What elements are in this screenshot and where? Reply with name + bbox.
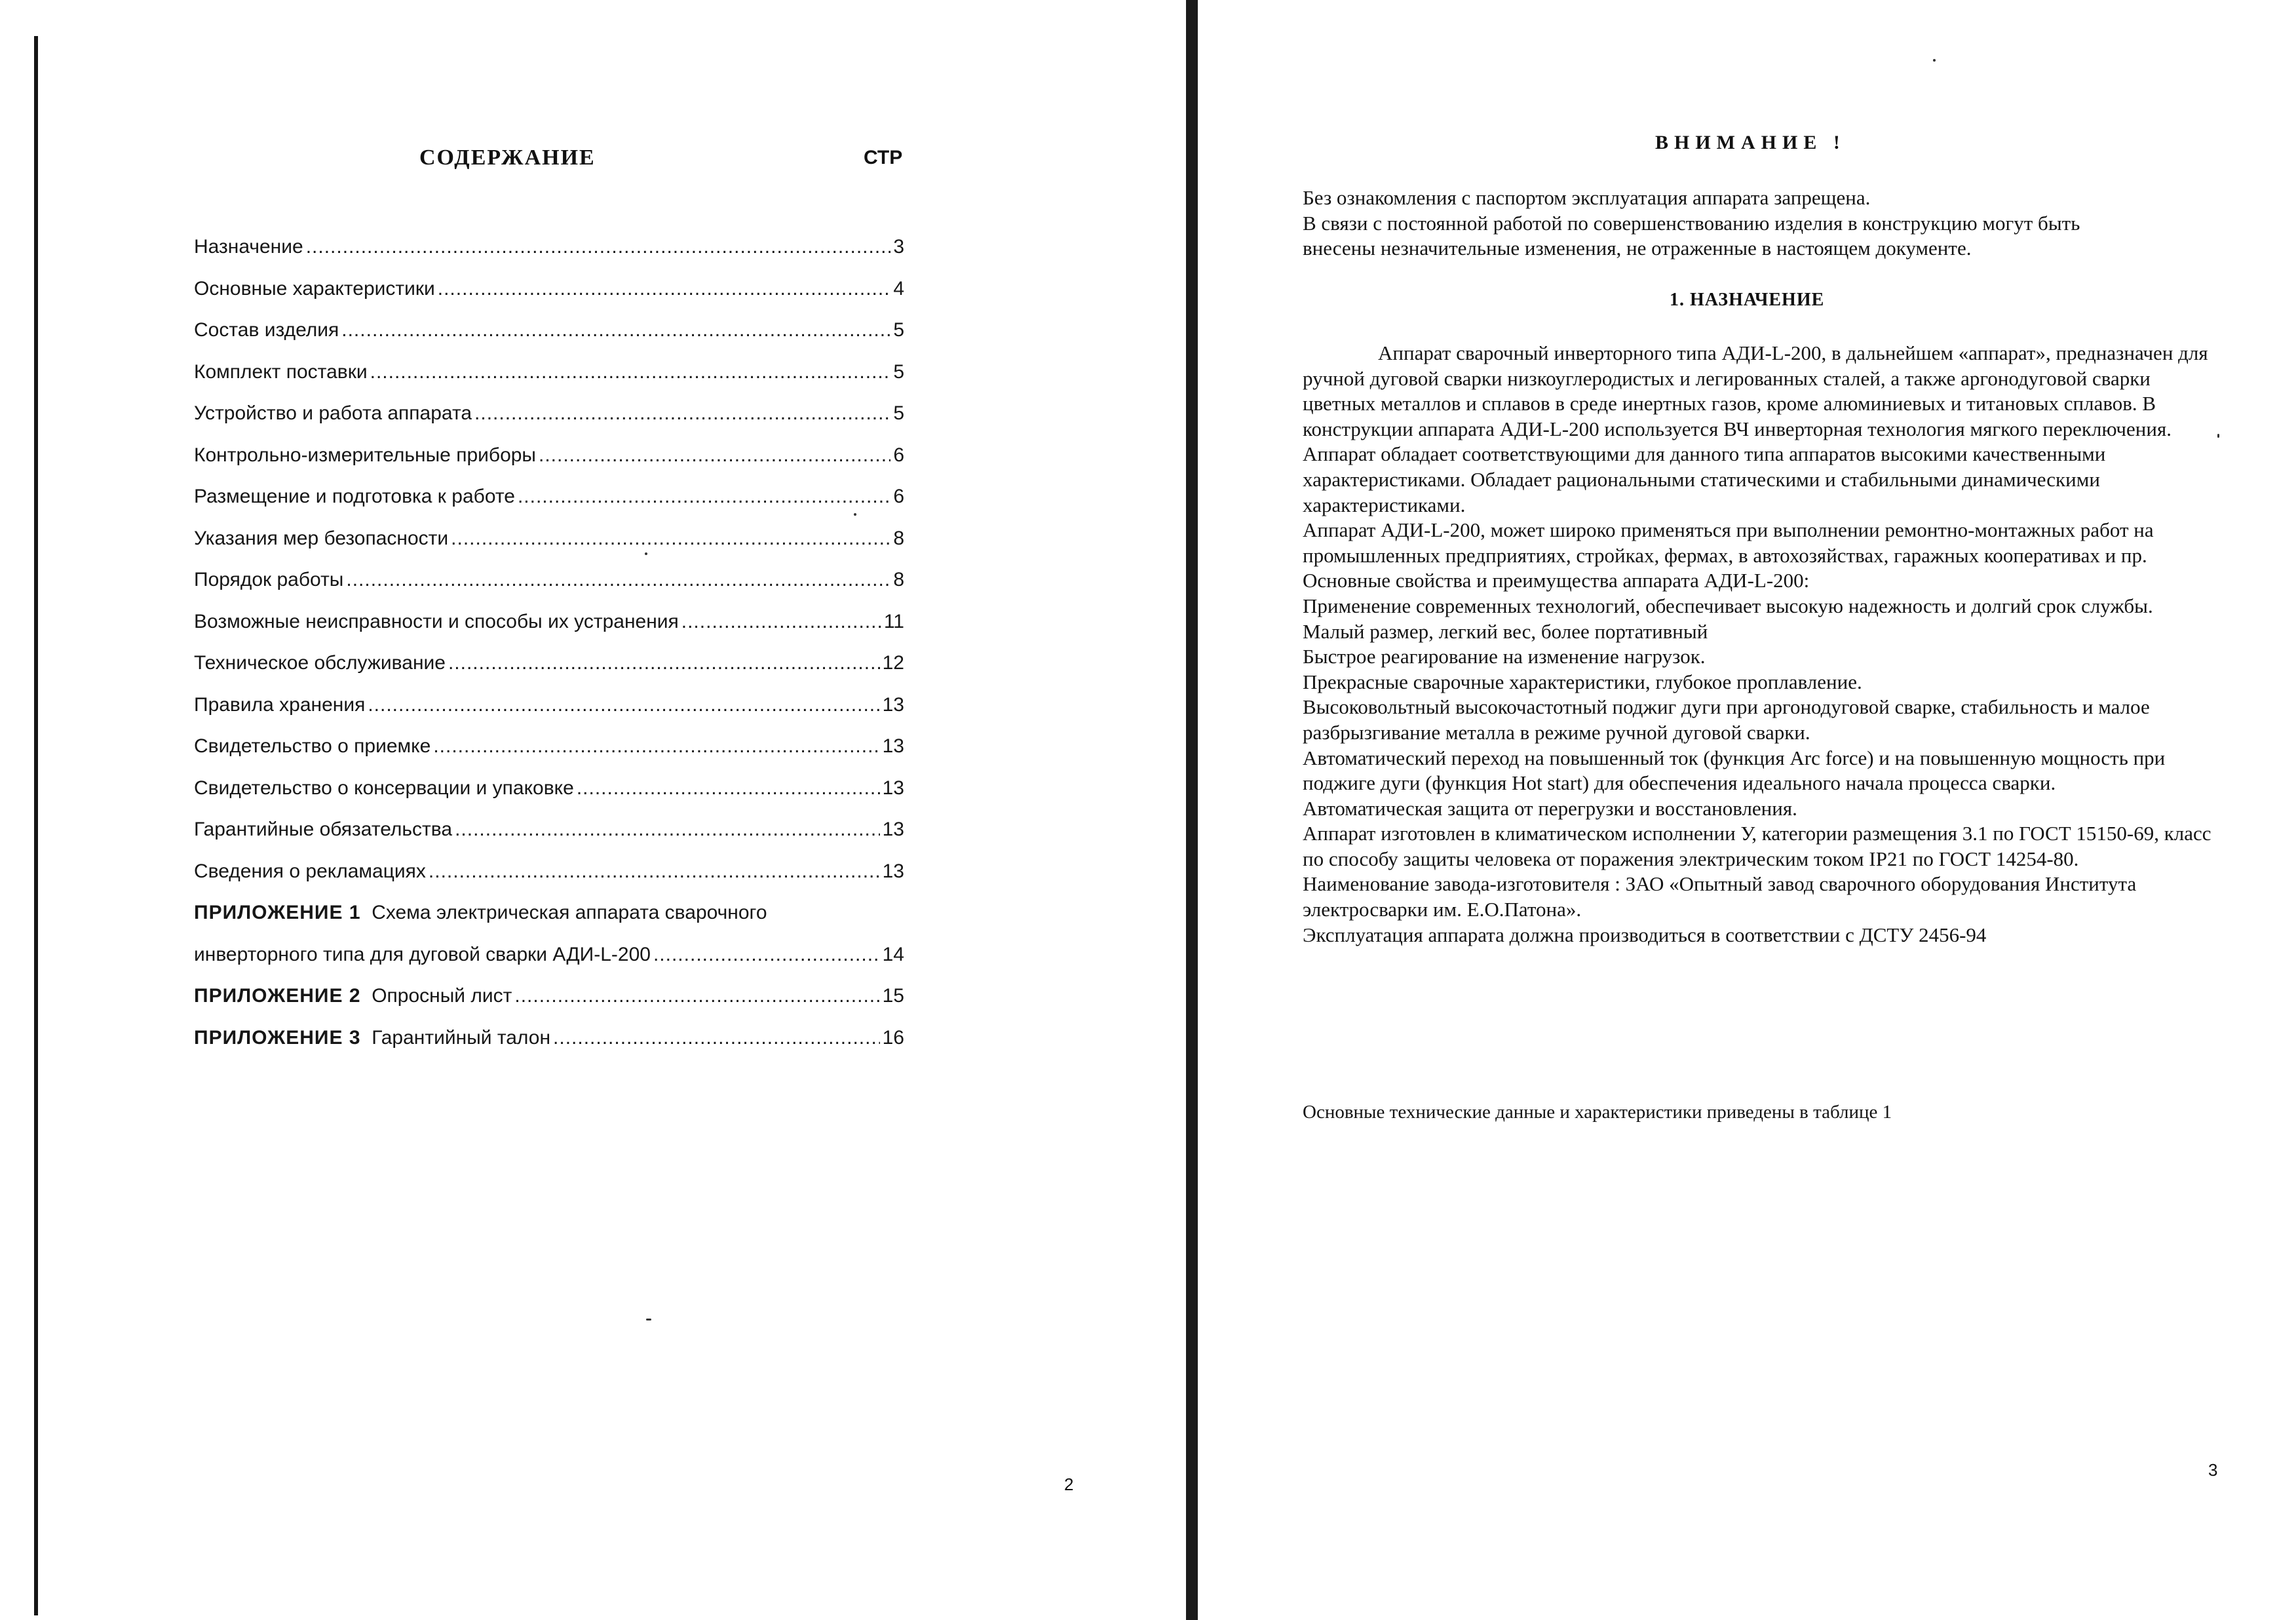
toc-appendix-3: ПРИЛОЖЕНИЕ 3 Гарантийный талон ..... 16 [194, 1025, 904, 1067]
scan-speck [645, 552, 647, 555]
table-of-contents [194, 234, 904, 1066]
toc-entry: Правила хранения ..... 13 [194, 692, 904, 734]
page-number-right: 3 [2208, 1460, 2218, 1480]
toc-entry: Свидетельство о приемке ..... 13 [194, 733, 904, 775]
toc-entry: Указания мер безопасности ..... 8 [194, 526, 904, 568]
toc-entry: Порядок работы ..... 8 [194, 567, 904, 609]
scan-speck [854, 513, 856, 516]
page-number-left: 2 [1064, 1475, 1074, 1494]
paragraph: Основные свойства и преимущества аппарата АДИ-L-200: [1303, 569, 1810, 592]
warning-title: ВНИМАНИЕ ! [1655, 132, 1846, 153]
toc-entry: Размещение и подготовка к работе ..... 6 [194, 484, 904, 526]
paragraph: Высоковольтный высокочастотный поджиг дуги при аргонодуговой сварке, стабильность и малое разбрызгивание металла в режиме ручной дуговой сварки. [1303, 695, 2150, 744]
footer-note: Основные технические данные и характеристики приведены в таблице 1 [1303, 1102, 1892, 1123]
paragraph: Прекрасные сварочные характеристики, глубокое проплавление. [1303, 670, 1862, 693]
toc-entry: Основные характеристики ..... 4 [194, 276, 904, 318]
toc-appendix-2: ПРИЛОЖЕНИЕ 2 Опросный лист ..... 15 [194, 983, 904, 1025]
paragraph: Малый размер, легкий вес, более портативный [1303, 619, 1708, 643]
warning-line: В связи с постоянной работой по совершенствованию изделия в конструкцию могут быть [1303, 211, 2080, 235]
paragraph: Аппарат АДИ-L-200, может широко применяться при выполнении ремонтно-монтажных работ на промышленных предприятиях, стройках, фермах, в автохозяйствах, гаражных кооперативах и пр. [1303, 518, 2154, 567]
toc-entry: Комплект поставки ..... 5 [194, 359, 904, 401]
toc-entry: Возможные неисправности и способы их устранения ..... 11 [194, 609, 904, 651]
scan-speck [1933, 59, 1936, 62]
warning-line: Без ознакомления с паспортом эксплуатация аппарата запрещена. [1303, 186, 1871, 209]
section-body [1303, 341, 2220, 948]
paragraph: Аппарат сварочный инверторного типа АДИ-L-200, в дальнейшем «аппарат», предназначен для ручной дуговой сварки низкоуглеродистых и легированных сталей, а также аргонодуговой сварки цветных металлов и сплавов в среде инертных газов, кроме алюминиевых и титановых сплавов. В конструкции аппарата АДИ-L-200 используется ВЧ инверторная технология мягкого переключения. Аппарат обладает соответствующими для данного типа аппаратов высокими качественными характеристиками. Обладает рациональными статическими и стабильными динамическими характеристиками. [1303, 341, 2208, 516]
paragraph: Аппарат изготовлен в климатическом исполнении У, категории размещения 3.1 по ГОСТ 15150-69, класс по способу защиты человека от поражения электрическим током IP21 по ГОСТ 14254-80. [1303, 822, 2211, 870]
paragraph: Применение современных технологий, обеспечивает высокую надежность и долгий срок службы. [1303, 594, 2153, 617]
paragraph: Автоматический переход на повышенный ток (функция Arc force) и на повышенную мощность при поджиге дуги (функция Hot start) для обеспечения идеального начала процесса сварки. [1303, 746, 2166, 795]
toc-page-column-header: СТР [864, 147, 903, 168]
warning-block [1303, 185, 2220, 261]
toc-entry: Гарантийные обязательства ..... 13 [194, 817, 904, 858]
toc-entry: Контрольно-измерительные приборы ..... 6 [194, 442, 904, 484]
scan-edge-center [1186, 0, 1198, 1620]
scan-speck [2217, 434, 2219, 438]
toc-entry: Устройство и работа аппарата ..... 5 [194, 400, 904, 442]
paragraph: Эксплуатация аппарата должна производиться в соответствии с ДСТУ 2456-94 [1303, 923, 1987, 946]
warning-line: внесены незначительные изменения, не отраженные в настоящем документе. [1303, 237, 1972, 260]
toc-entry: Сведения о рекламациях ..... 13 [194, 858, 904, 900]
toc-entry: Свидетельство о консервации и упаковке ..... 13 [194, 775, 904, 817]
scan-speck [646, 1319, 651, 1321]
toc-title: СОДЕРЖАНИЕ [419, 145, 596, 170]
paragraph: Быстрое реагирование на изменение нагрузок. [1303, 645, 1706, 668]
section-title: 1. НАЗНАЧЕНИЕ [1670, 290, 1825, 310]
toc-entry: Состав изделия ..... 5 [194, 317, 904, 359]
toc-entry: Назначение ..... 3 [194, 234, 904, 276]
scan-edge-left [34, 36, 38, 1615]
toc-appendix-1-line-2: инверторного типа для дуговой сварки АДИ-L-200 ..... 14 [194, 942, 904, 984]
toc-appendix-1-line-1: ПРИЛОЖЕНИЕ 1 Схема электрическая аппарата сварочного [194, 902, 767, 923]
toc-entry: Техническое обслуживание ..... 12 [194, 650, 904, 692]
paragraph: Автоматическая защита от перегрузки и восстановления. [1303, 796, 1797, 820]
paragraph: Наименование завода-изготовителя : ЗАО «Опытный завод сварочного оборудования Института электросварки им. Е.О.Патона». [1303, 872, 2137, 921]
